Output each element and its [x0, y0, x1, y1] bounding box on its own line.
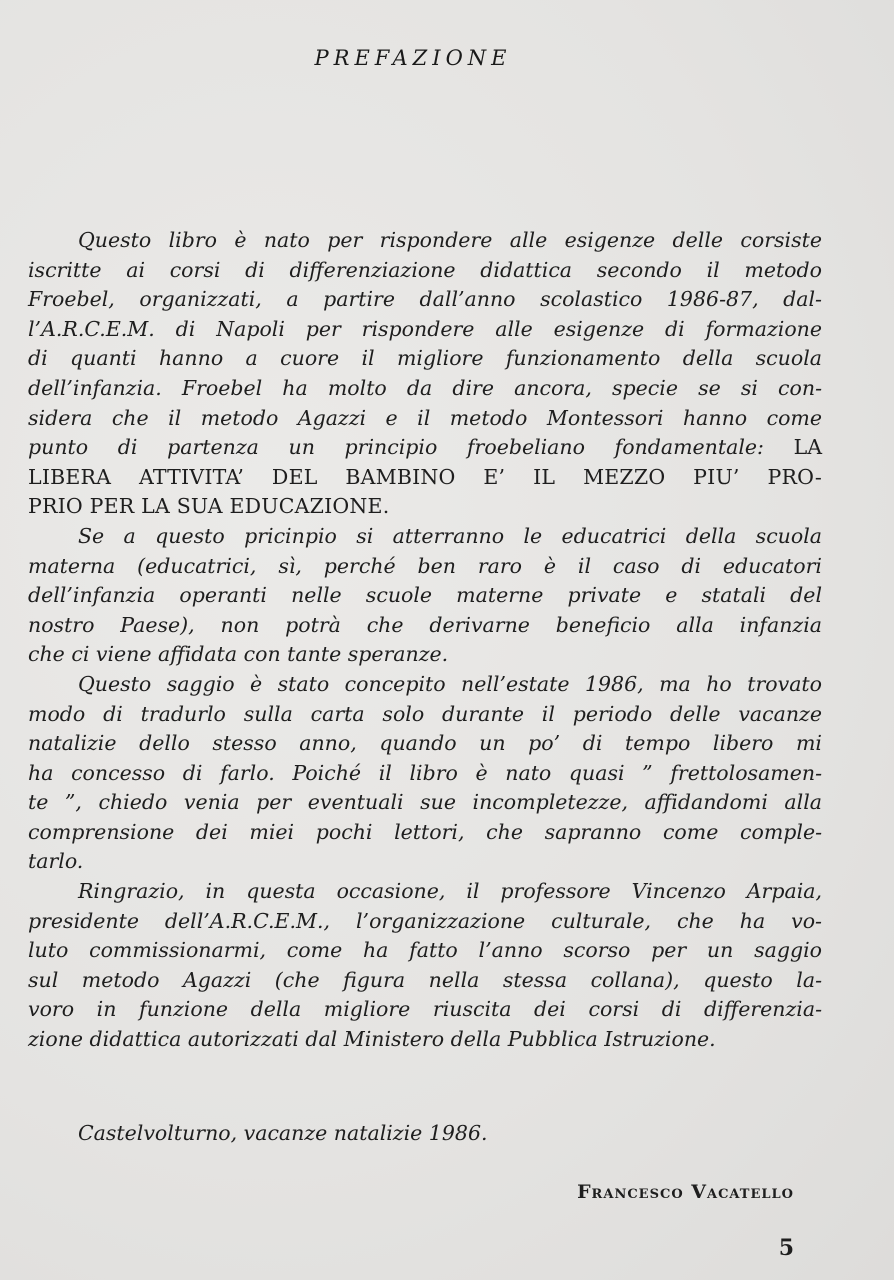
text-line: nostro Paese), non potrà che derivarne beneficio alla infanzia [28, 612, 822, 637]
text-line-upright-part: LA [763, 435, 822, 460]
text-line: Questo saggio è stato concepito nell’estate 1986, ma ho trovato [78, 671, 822, 696]
text-line: ha concesso di farlo. Poiché il libro è nato quasi ” frettolosamen- [28, 760, 822, 785]
text-line: dell’infanzia. Froebel ha molto da dire ancora, specie se si con- [28, 375, 822, 400]
text-line: sul metodo Agazzi (che figura nella stessa collana), questo la- [28, 967, 822, 992]
text-line-caps: PRIO PER LA SUA EDUCAZIONE. [28, 494, 390, 519]
text-line: materna (educatrici, sì, perché ben raro è il caso di educatori [28, 553, 822, 578]
text-line: voro in funzione della migliore riuscita dei corsi di differenzia- [28, 997, 822, 1022]
text-line: natalizie dello stesso anno, quando un po’ di tempo libero mi [28, 731, 822, 756]
text-line-caps: LIBERA ATTIVITA’ DEL BAMBINO E’ IL MEZZO PIU’ PRO- [28, 464, 822, 489]
text-line-mixed [28, 433, 822, 463]
text-line: Ringrazio, in questa occasione, il professore Vincenzo Arpaia, [78, 879, 822, 904]
text-line: zione didattica autorizzati dal Ministero della Pubblica Istruzione. [28, 1027, 716, 1052]
text-line: Froebel, organizzati, a partire dall’anno scolastico 1986-87, dal- [28, 287, 822, 312]
page-title: PREFAZIONE [314, 46, 512, 70]
text-line: presidente dell’A.R.C.E.M., l’organizzazione culturale, che ha vo- [28, 908, 822, 933]
text-line: luto commissionarmi, come ha fatto l’anno scorso per un saggio [28, 938, 822, 963]
text-line: iscritte ai corsi di differenziazione didattica secondo il metodo [28, 257, 822, 282]
text-line: che ci viene affidata con tante speranze. [28, 642, 449, 667]
text-line: Se a questo pricinpio si atterranno le educatrici della scuola [78, 523, 822, 548]
text-line: modo di tradurlo sulla carta solo durante il periodo delle vacanze [28, 701, 822, 726]
text-line: sidera che il metodo Agazzi e il metodo Montessori hanno come [28, 405, 822, 430]
place-date: Castelvolturno, vacanze natalizie 1986. [78, 1121, 488, 1145]
text-line: te ”, chiedo venia per eventuali sue incompletezze, affidandomi alla [28, 790, 822, 815]
text-line: dell’infanzia operanti nelle scuole materne private e statali del [28, 583, 822, 608]
text-line: di quanti hanno a cuore il migliore funzionamento della scuola [28, 346, 822, 371]
preface-body [28, 226, 822, 1055]
text-line: comprensione dei miei pochi lettori, che sapranno come comple- [28, 819, 822, 844]
text-line: tarlo. [28, 849, 84, 874]
text-line: Questo libro è nato per rispondere alle esigenze delle corsiste [78, 228, 822, 252]
page-number: 5 [778, 1235, 794, 1261]
author-signature: Francesco Vacatello [577, 1181, 794, 1203]
text-line-italic-part: punto di partenza un principio froebeliano fondamentale: [28, 435, 764, 460]
text-line: l’A.R.C.E.M. di Napoli per rispondere alle esigenze di formazione [28, 316, 822, 341]
